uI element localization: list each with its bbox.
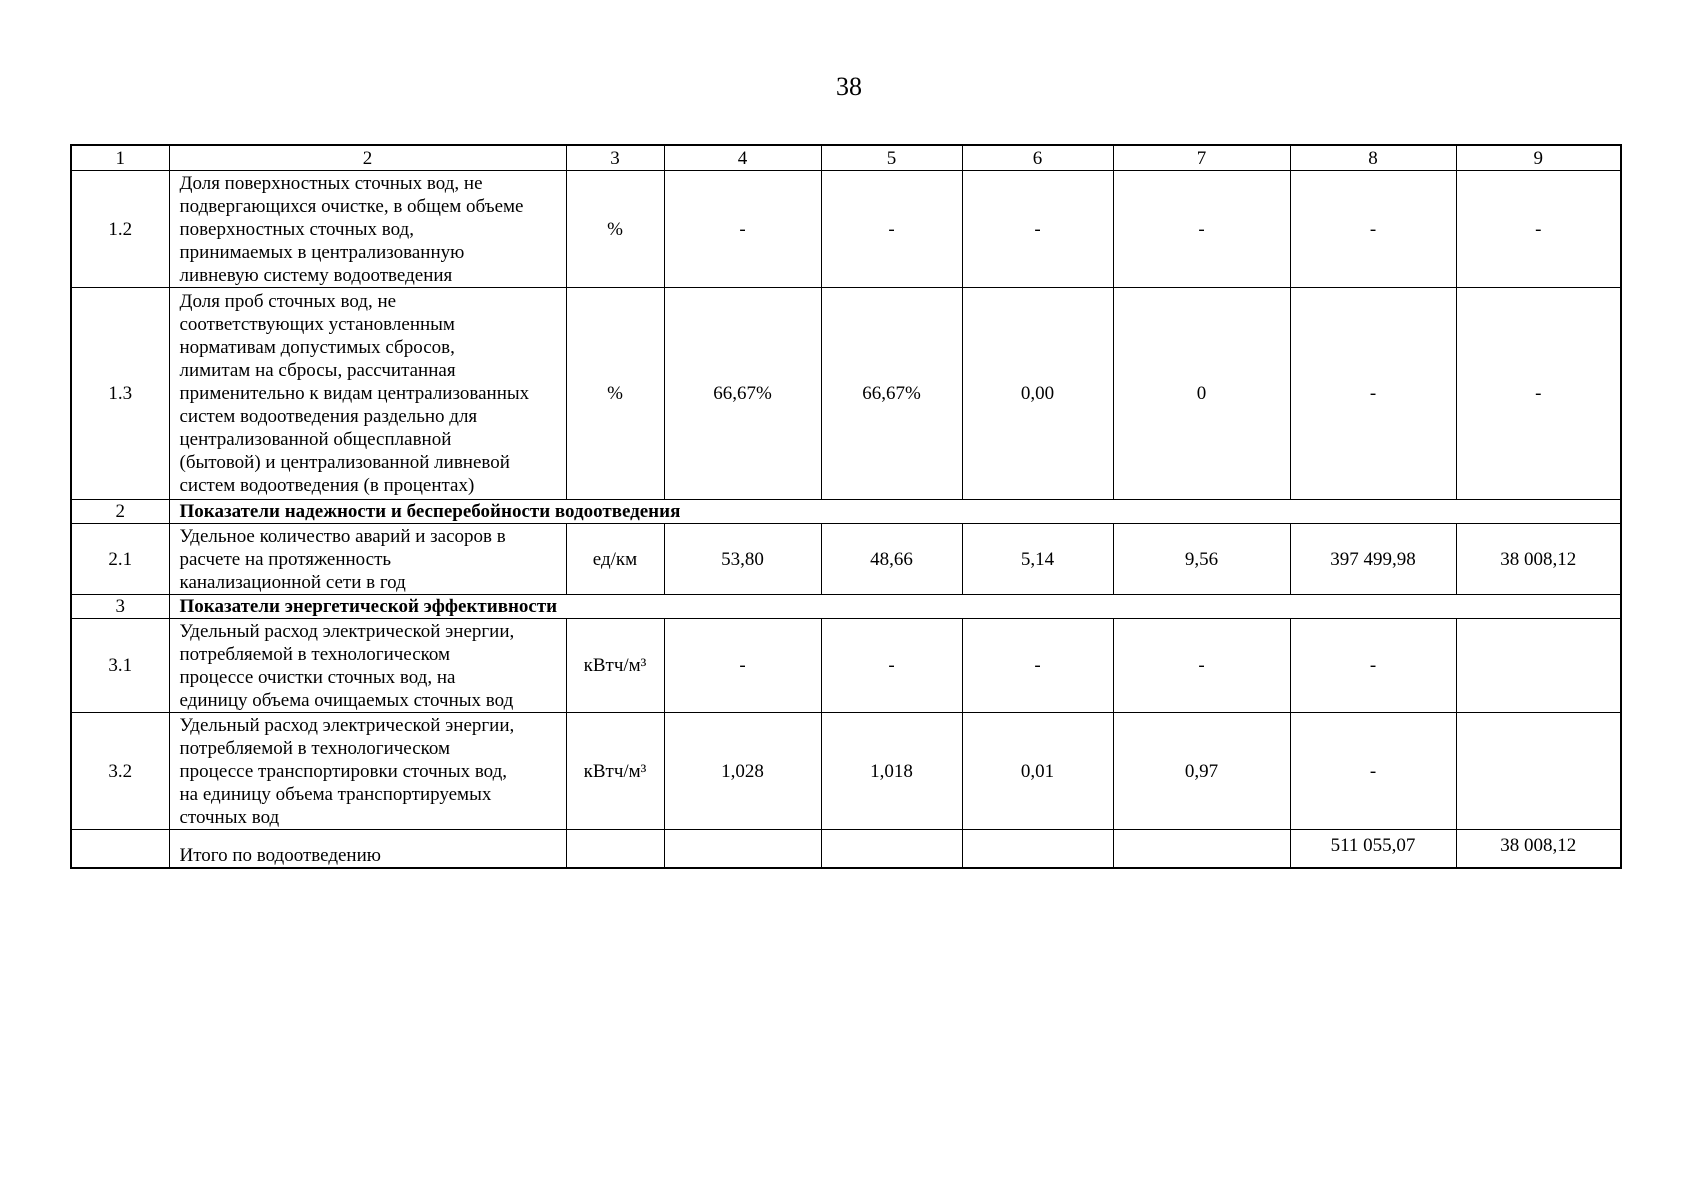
empty-cell: [962, 830, 1113, 869]
section-row: [71, 595, 1621, 619]
description-line: применительно к видам централизованных: [179, 383, 530, 404]
unit-cell: кВтч/м³: [566, 619, 664, 713]
value-cell: -: [1113, 171, 1290, 288]
indicator-description: [169, 524, 566, 595]
total-label: Итого по водоотведению: [169, 830, 566, 869]
section-number: 2: [71, 500, 169, 524]
description-line: Удельное количество аварий и засоров в: [179, 525, 506, 547]
total-value: 511 055,07: [1290, 830, 1456, 869]
table-row: [71, 171, 1621, 288]
value-cell: 0,00: [962, 288, 1113, 500]
description-line: Доля проб сточных вод, не: [179, 291, 397, 312]
description-line: потребляемой в технологическом: [179, 737, 451, 759]
unit-cell: %: [566, 288, 664, 500]
column-number: 2: [169, 145, 566, 171]
column-number: 5: [821, 145, 962, 171]
table-row: [71, 713, 1621, 830]
empty-cell: [566, 830, 664, 869]
page-number: 38: [836, 72, 862, 101]
value-cell: [1456, 619, 1621, 713]
description-line: поверхностных сточных вод,: [179, 218, 414, 240]
table-row: [71, 619, 1621, 713]
value-cell: -: [1290, 171, 1456, 288]
column-number-row: [71, 145, 1621, 171]
value-cell: 48,66: [821, 524, 962, 595]
row-number: 1.2: [71, 171, 169, 288]
value-cell: -: [821, 619, 962, 713]
section-row: [71, 500, 1621, 524]
value-cell: 1,028: [664, 713, 821, 830]
empty-cell: [1113, 830, 1290, 869]
description-line: ливневую систему водоотведения: [179, 264, 453, 286]
description-line: систем водоотведения (в процентах): [179, 475, 475, 496]
value-cell: 0,97: [1113, 713, 1290, 830]
empty-cell: [71, 830, 169, 869]
row-number: 3.2: [71, 713, 169, 830]
value-cell: 9,56: [1113, 524, 1290, 595]
value-cell: -: [1113, 619, 1290, 713]
value-cell: -: [1290, 288, 1456, 500]
description-line: подвергающихся очистке, в общем объеме: [179, 195, 524, 217]
value-cell: -: [1290, 713, 1456, 830]
description-line: расчете на протяженность: [179, 548, 392, 570]
value-cell: -: [1290, 619, 1456, 713]
total-row: [71, 830, 1621, 869]
column-number: 1: [71, 145, 169, 171]
section-title: Показатели надежности и бесперебойности водоотведения: [169, 500, 1621, 524]
description-line: (бытовой) и централизованной ливневой: [179, 452, 510, 473]
indicator-description: [169, 619, 566, 713]
row-number: 3.1: [71, 619, 169, 713]
description-line: сточных вод: [179, 806, 280, 828]
section-number: 3: [71, 595, 169, 619]
description-line: Доля поверхностных сточных вод, не: [179, 172, 483, 194]
description-line: процессе очистки сточных вод, на: [179, 666, 456, 688]
table-row: [71, 288, 1621, 500]
value-cell: -: [664, 619, 821, 713]
indicator-description: [169, 171, 566, 288]
description-line: Удельный расход электрической энергии,: [179, 714, 515, 736]
description-line: принимаемых в централизованную: [179, 241, 465, 263]
value-cell: 1,018: [821, 713, 962, 830]
description-line: Удельный расход электрической энергии,: [179, 620, 515, 642]
empty-cell: [664, 830, 821, 869]
description-line: систем водоотведения раздельно для: [179, 406, 478, 427]
description-line: на единицу объема транспортируемых: [179, 783, 492, 805]
description-line: потребляемой в технологическом: [179, 643, 451, 665]
description-line: соответствующих установленным: [179, 314, 455, 335]
value-cell: 38 008,12: [1456, 524, 1621, 595]
unit-cell: %: [566, 171, 664, 288]
section-title: Показатели энергетической эффективности: [169, 595, 1621, 619]
empty-cell: [821, 830, 962, 869]
row-number: 1.3: [71, 288, 169, 500]
indicator-description: [169, 713, 566, 830]
value-cell: 53,80: [664, 524, 821, 595]
indicators-table: [70, 144, 1622, 869]
column-number: 9: [1456, 145, 1621, 171]
value-cell: 397 499,98: [1290, 524, 1456, 595]
row-number: 2.1: [71, 524, 169, 595]
description-line: централизованной общесплавной: [179, 429, 452, 450]
column-number: 3: [566, 145, 664, 171]
value-cell: -: [821, 171, 962, 288]
value-cell: 5,14: [962, 524, 1113, 595]
unit-cell: ед/км: [566, 524, 664, 595]
table-row: [71, 524, 1621, 595]
value-cell: 66,67%: [821, 288, 962, 500]
value-cell: 0: [1113, 288, 1290, 500]
value-cell: 0,01: [962, 713, 1113, 830]
description-line: лимитам на сбросы, рассчитанная: [179, 360, 456, 381]
value-cell: -: [664, 171, 821, 288]
value-cell: -: [1456, 288, 1621, 500]
column-number: 8: [1290, 145, 1456, 171]
value-cell: -: [962, 619, 1113, 713]
value-cell: [1456, 713, 1621, 830]
value-cell: -: [962, 171, 1113, 288]
description-line: процессе транспортировки сточных вод,: [179, 760, 508, 782]
column-number: 6: [962, 145, 1113, 171]
column-number: 7: [1113, 145, 1290, 171]
description-line: единицу объема очищаемых сточных вод: [179, 689, 514, 711]
total-value: 38 008,12: [1456, 830, 1621, 869]
column-number: 4: [664, 145, 821, 171]
value-cell: 66,67%: [664, 288, 821, 500]
indicator-description: [169, 288, 566, 500]
unit-cell: кВтч/м³: [566, 713, 664, 830]
value-cell: -: [1456, 171, 1621, 288]
description-line: нормативам допустимых сбросов,: [179, 337, 455, 358]
description-line: канализационной сети в год: [179, 571, 406, 593]
